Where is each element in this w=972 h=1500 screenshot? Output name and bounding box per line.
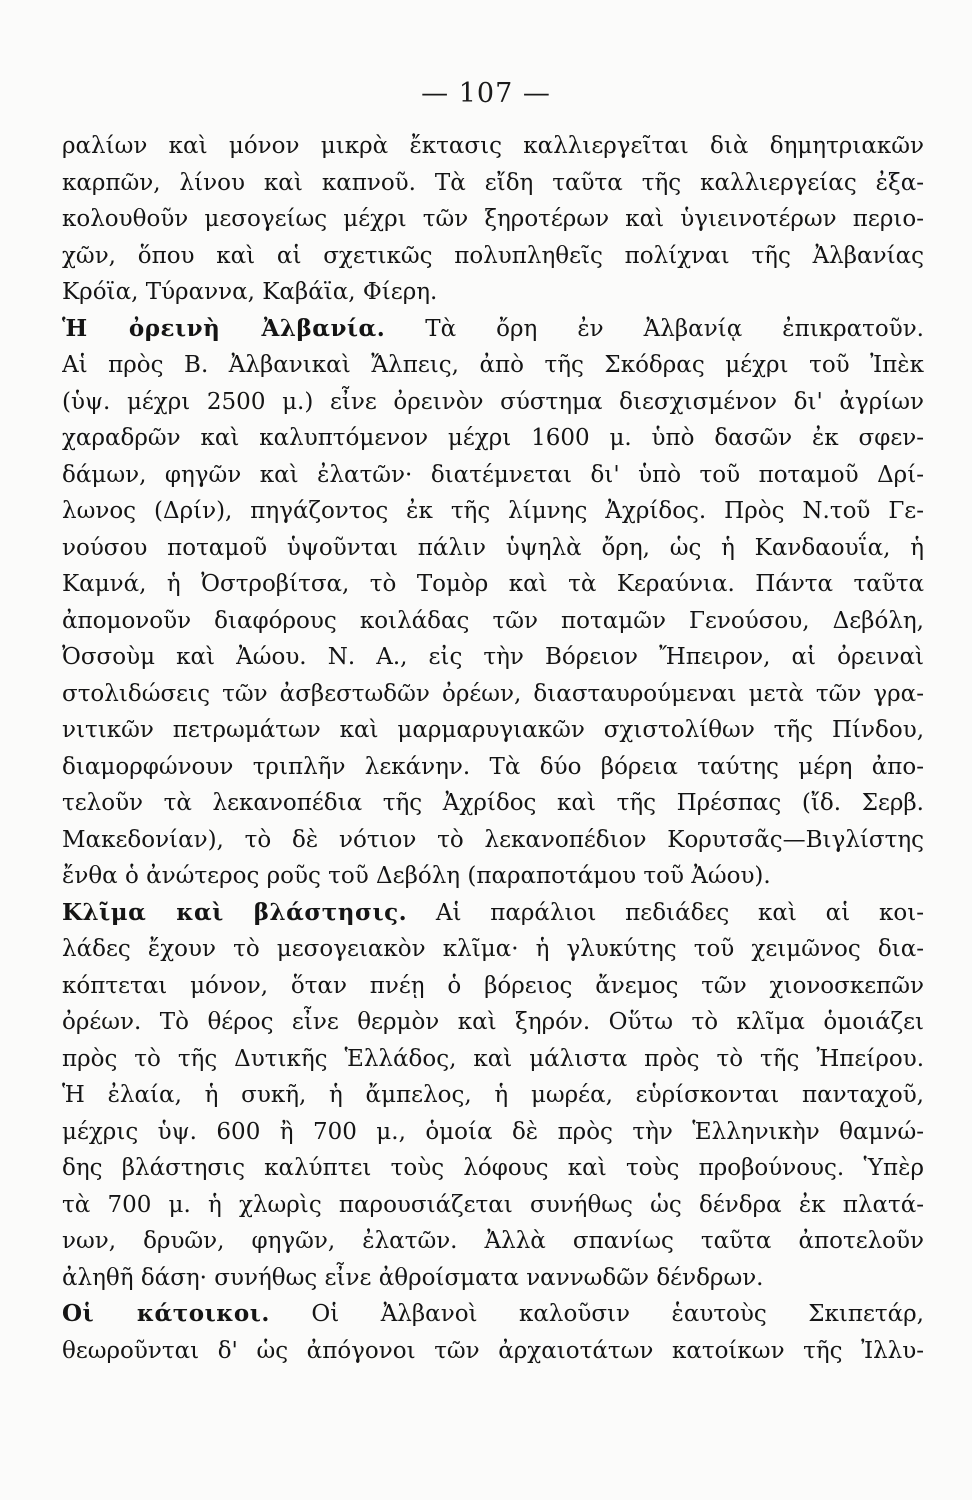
page-number: — 107 — [421, 78, 551, 109]
line-text: στολιδώσεις τῶν ἀσβεστωδῶν ὀρέων, διασταυρούμεναι μετὰ τῶν γρα- [62, 680, 924, 707]
line-text: Καμνά, ἡ Ὀστροβίτσα, τὸ Τομὸρ καὶ τὰ Κεραύνια. Πάντα ταῦτα [62, 571, 924, 597]
text-line [62, 785, 924, 822]
text-line [62, 1260, 924, 1297]
line-text: Μακεδονίαν), τὸ δὲ νότιον τὸ λεκανοπέδιον Κορυτσᾶς—Βιγλίστης [62, 826, 924, 853]
line-text: (ὑψ. μέχρι 2500 μ.) εἶνε ὀρεινὸν σύστημα διεσχισμένον δι' ἀγρίων [62, 388, 924, 415]
text-line [62, 712, 924, 749]
text-line [62, 420, 924, 457]
section-heading: Οἱ κάτοικοι. [62, 1300, 270, 1327]
text-line [62, 530, 924, 567]
text-line [62, 128, 924, 165]
line-text: καρπῶν, λίνου καὶ καπνοῦ. Τὰ εἴδη ταῦτα τῆς καλλιεργείας ἐξα- [62, 169, 924, 196]
line-text: Ὀσσοὺμ καὶ Ἀώου. Ν. Α., εἰς τὴν Βόρειον Ἤπειρον, αἱ ὀρειναὶ [62, 644, 924, 670]
text-line [62, 968, 924, 1005]
section-heading: Κλῖμα καὶ βλάστησις. [62, 898, 408, 926]
line-text: χαραδρῶν καὶ καλυπτόμενον μέχρι 1600 μ. ὑπὸ δασῶν ἐκ σφεν- [62, 425, 924, 451]
line-text: πρὸς τὸ τῆς Δυτικῆς Ἑλλάδος, καὶ μάλιστα πρὸς τὸ τῆς Ἠπείρου. [62, 1045, 924, 1072]
text-line [62, 384, 924, 421]
text-line [62, 566, 924, 603]
text-line [62, 238, 924, 275]
text-line [62, 858, 924, 895]
text-line [62, 165, 924, 202]
line-text: δης βλάστησις καλύπτει τοὺς λόφους καὶ τοὺς προβούνους. Ὑπὲρ [62, 1155, 924, 1181]
line-text: νιτικῶν πετρωμάτων καὶ μαρμαρυγιακῶν σχιστολίθων τῆς Πίνδου, [62, 717, 924, 743]
text-line [62, 1114, 924, 1151]
section-start-line [62, 311, 924, 348]
line-text: νούσου ποταμοῦ ὑψοῦνται πάλιν ὑψηλὰ ὄρη, ὡς ἡ Κανδαουΐα, ἡ [62, 534, 924, 561]
text-line [62, 639, 924, 676]
line-text: Ἡ ἐλαία, ἡ συκῆ, ἡ ἄμπελος, ἡ μωρέα, εὑρίσκονται πανταχοῦ, [62, 1082, 924, 1108]
line-text: ἀπομονοῦν διαφόρους κοιλάδας τῶν ποταμῶν Γενούσου, Δεβόλη, [62, 607, 924, 634]
text-line [62, 274, 924, 311]
text-line [62, 493, 924, 530]
line-text: Οἱ Ἀλβανοὶ καλοῦσιν ἑαυτοὺς Σκιπετάρ, [269, 1301, 924, 1327]
text-line [62, 749, 924, 786]
line-text: Αἱ πρὸς Β. Ἀλβανικαὶ Ἄλπεις, ἀπὸ τῆς Σκόδρας μέχρι τοῦ Ἰπὲκ [62, 352, 924, 378]
line-text: ὀρέων. Τὸ θέρος εἶνε θερμὸν καὶ ξηρόν. Οὕτω τὸ κλῖμα ὁμοιάζει [62, 1009, 924, 1035]
text-line [62, 1187, 924, 1224]
line-text: κόπτεται μόνον, ὅταν πνέῃ ὁ βόρειος ἄνεμος τῶν χιονοσκεπῶν [62, 972, 924, 999]
line-text: τὰ 700 μ. ἡ χλωρὶς παρουσιάζεται συνήθως ὡς δένδρα ἐκ πλατά- [62, 1191, 924, 1218]
text-line [62, 1223, 924, 1260]
line-text: ἔνθα ὁ ἀνώτερος ροῦς τοῦ Δεβόλη (παραποτάμου τοῦ Ἀώου). [62, 863, 771, 889]
line-text: νων, δρυῶν, φηγῶν, ἐλατῶν. Ἀλλὰ σπανίως ταῦτα ἀποτελοῦν [62, 1228, 924, 1254]
text-line [62, 676, 924, 713]
text-line [62, 603, 924, 640]
text-line [62, 1077, 924, 1114]
line-text: διαμορφώνουν τριπλῆν λεκάνην. Τὰ δύο βόρεια ταύτης μέρη ἀπο- [62, 753, 924, 780]
section-start-line [62, 895, 924, 932]
text-line [62, 201, 924, 238]
text-line [62, 1041, 924, 1078]
line-text: μέχρις ὑψ. 600 ἢ 700 μ., ὁμοία δὲ πρὸς τὴν Ἑλληνικὴν θαμνώ- [62, 1118, 924, 1145]
line-text: ἀληθῆ δάση· συνήθως εἶνε ἀθροίσματα νανν‌ωδῶν δένδρων. [62, 1264, 764, 1291]
line-text: χῶν, ὅπου καὶ αἱ σχετικῶς πολυπληθεῖς πολίχναι τῆς Ἀλβανίας [62, 242, 924, 269]
line-text: Αἱ παράλιοι πεδιάδες καὶ αἱ κοι- [407, 899, 924, 926]
line-text: λάδες ἔχουν τὸ μεσογειακὸν κλῖμα· ἡ γλυκύτης τοῦ χειμῶνος δια- [62, 936, 924, 962]
text-line [62, 457, 924, 494]
line-text: Κρόϊα, Τύραννα, Καβάϊα, Φίερη. [62, 279, 438, 305]
body-text [62, 128, 924, 1369]
line-text: κολουθοῦν μεσογείως μέχρι τῶν ξηροτέρων καὶ ὑγιεινοτέρων περιο- [62, 206, 924, 232]
text-line [62, 347, 924, 384]
line-text: Τὰ ὄρη ἐν Ἀλβανίᾳ ἐπικρατοῦν. [385, 315, 924, 342]
line-text: δάμων, φηγῶν καὶ ἐλατῶν· διατέμνεται δι' ὑπὸ τοῦ ποταμοῦ Δρί- [62, 461, 924, 488]
text-line [62, 1004, 924, 1041]
text-line [62, 931, 924, 968]
text-line [62, 1333, 924, 1370]
text-line [62, 1150, 924, 1187]
line-text: τελοῦν τὰ λεκανοπέδια τῆς Ἀχρίδος καὶ τῆς Πρέσπας (ἴδ. Σερβ. [62, 790, 924, 816]
line-text: λωνος (Δρίν), πηγάζοντος ἐκ τῆς λίμνης Ἀχρίδος. Πρὸς Ν.τοῦ Γε- [62, 498, 924, 524]
line-text: θεωροῦνται δ' ὡς ἀπόγονοι τῶν ἀρχαιοτάτων κατοίκων τῆς Ἰλλυ- [62, 1337, 924, 1364]
text-line [62, 822, 924, 859]
section-heading: Ἡ ὀρεινὴ Ἀλβανία. [62, 314, 386, 342]
line-text: ραλίων καὶ μόνον μικρὰ ἔκτασις καλλιεργεῖται διὰ δημητριακῶν [62, 133, 924, 159]
section-start-line [62, 1296, 924, 1333]
